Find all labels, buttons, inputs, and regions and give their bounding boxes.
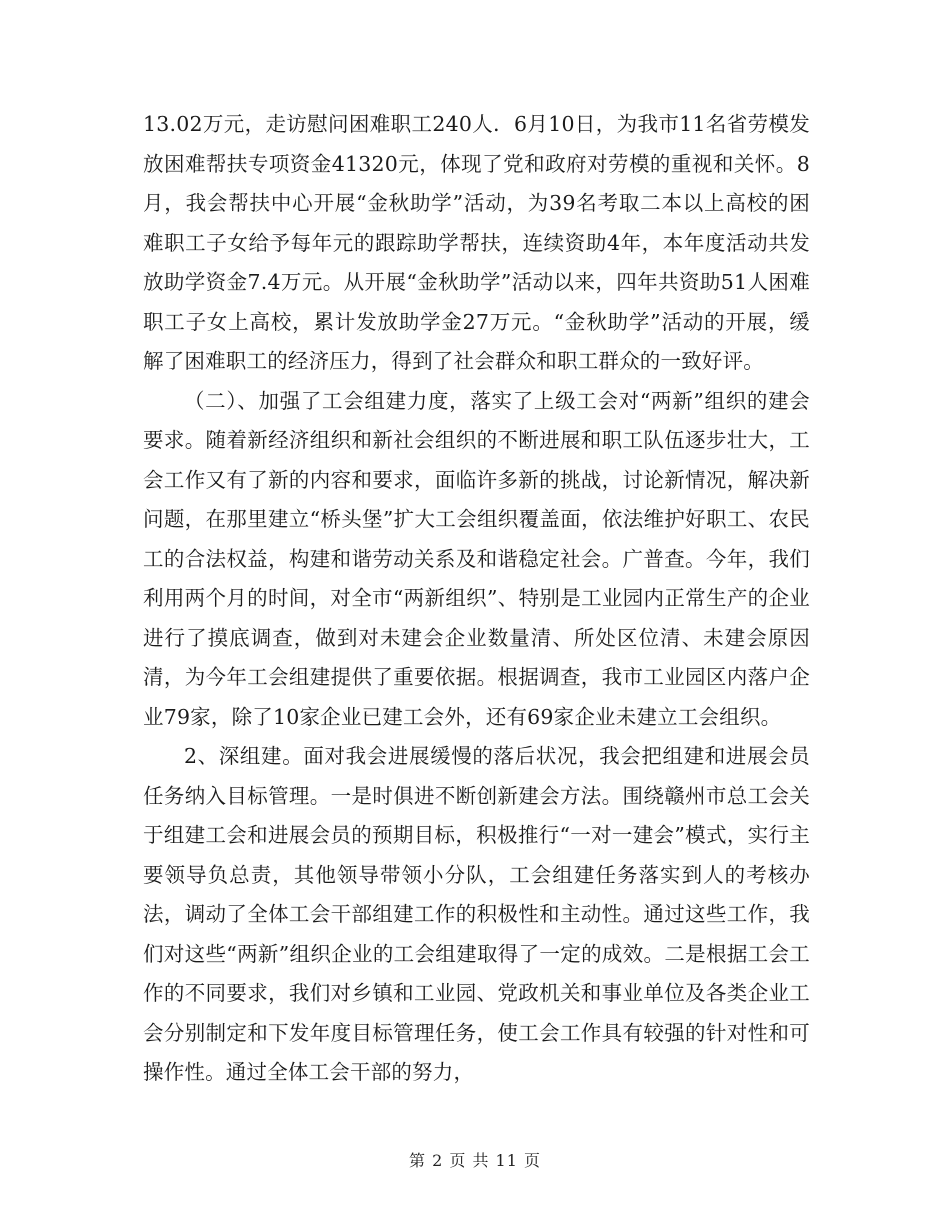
paragraph-union-organization: （二）、加强了工会组建力度，落实了上级工会对“两新”组织的建会要求。随着新经济组织和新社会组织的不断进展和职工队伍逐步壮大，工会工作又有了新的内容和要求，面临许多新的挑战，讨论新情况，解决新问题，在那里建立“桥头堡”扩大工会组织覆盖面，依法维护好职工、农民工的合法权益，构建和谐劳动关系及和谐稳定社会。广普查。今年，我们利用两个月的时间，对全市“两新组织”、特别是工业园内正常生产的企业进行了摸底调查，做到对未建会企业数量清、所处区位清、未建会原因清，为今年工会组建提供了重要依据。根据调查，我市工业园区内落户企业79家，除了10家企业已建工会外，还有69家企业未建立工会组织。 [143, 388, 810, 729]
paragraph-relief-funds: 13.02万元，走访慰问困难职工240人．6月10日，为我市11名省劳模发放困难帮扶专项资金41320元，体现了党和政府对劳模的重视和关怀。8月，我会帮扶中心开展“金秋助学”活动，为39名考取二本以上高校的困难职工子女给予每年元的跟踪助学帮扶，连续资助4年，本年度活动共发放助学资金7.4万元。从开展“金秋助学”活动以来，四年共资助51人困难职工子女上高校，累计发放助学金27万元。“金秋助学”活动的开展，缓解了困难职工的经济压力，得到了社会群众和职工群众的一致好评。 [143, 112, 810, 373]
paragraph-deep-organization: 2、深组建。面对我会进展缓慢的落后状况，我会把组建和进展会员任务纳入目标管理。一是时俱进不断创新建会方法。围绕赣州市总工会关于组建工会和进展会员的预期目标，积极推行“一对一建会”模式，实行主要领导负总责，其他领导带领小分队，工会组建任务落实到人的考核办法，调动了全体工会干部组建工作的积极性和主动性。通过这些工作，我们对这些“两新”组织企业的工会组建取得了一定的成效。二是根据工会工作的不同要求，我们对乡镇和工业园、党政机关和事业单位及各类企业工会分别制定和下发年度目标管理任务，使工会工作具有较强的针对性和可操作性。通过全体工会干部的努力， [143, 744, 810, 1084]
document-body [143, 105, 810, 1093]
page-footer [0, 1148, 950, 1171]
page-number-label: 第 2 页 共 11 页 [409, 1151, 541, 1170]
